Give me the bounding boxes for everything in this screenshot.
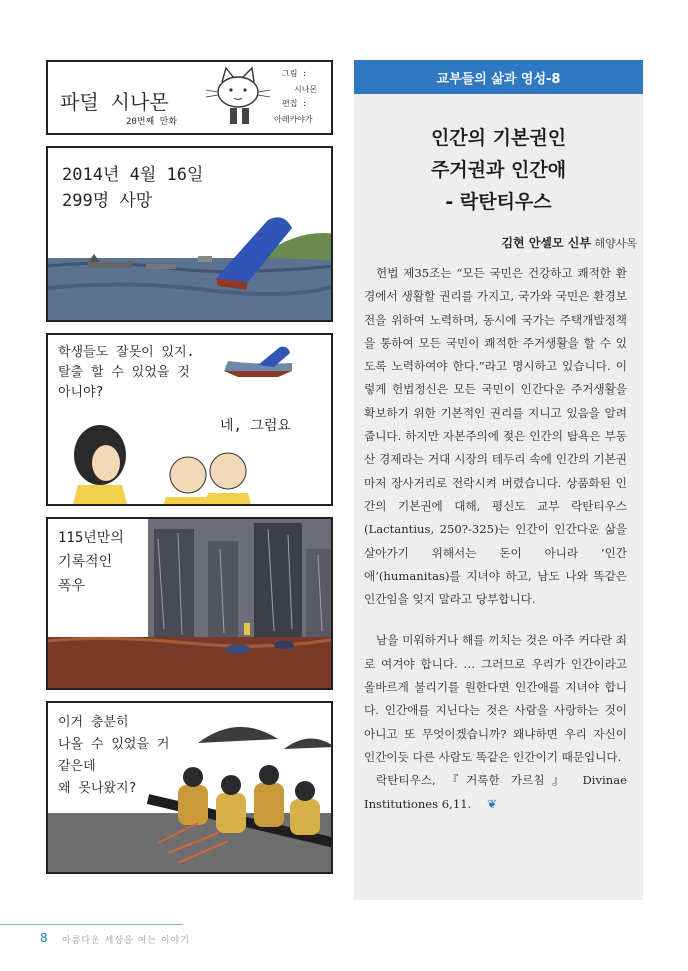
panel2-question-3: 아니야? — [58, 385, 104, 400]
footer-text: 아름다운 세상을 여는 이야기 — [62, 936, 190, 946]
author-name: 김현 안셀모 신부 — [501, 236, 591, 250]
article-paragraph-1: 헌법 제35조는 “모든 국민은 건강하고 쾌적한 환경에서 생활할 권리를 가지고, 국가와 국민은 환경보전을 위하여 노력하며, 동시에 국가는 주택개발정책을 통하여 모든 국민이 쾌적한 주거생활을 할 수 있도록 노력하여야 한다.”라고 명시하고 있습니다. 이렇게 헌법정신은 모든 국민이 인간다운 주거생활을 확보하기 위한 기본적인 권리를 지니고 있음을 알려줍니다. 하지만 자본주의에 젖은 인간의 탐욕은 부동산 경제라는 거대 시장의 테두리 속에 인간의 기본권마저 장사거리로 전락시켜 버렸습니다. 상품화된 인간의 기본권에 대해, 평신도 교부 락탄티우스(Lactantius, 250?-325)는 인간이 인간다운 삶을 살아가기 위해서는 돈이 아니라 ‘인간애’(humanitas)를 지녀야 하고, 남도 나와 똑같은 인간임을 잊지 말라고 당부합니다. — [364, 266, 627, 607]
comic-panel-1 — [46, 146, 333, 322]
panel1-deaths: 299명 사망 — [62, 191, 153, 211]
footer-rule — [0, 924, 183, 925]
panel3-caption-1: 115년만의 — [58, 530, 124, 546]
article-source-text: 락탄티우스, 『거룩한 가르침』 Divinae Institutiones 6,11. — [364, 773, 627, 811]
panel4-line-4: 왜 못나왔지? — [58, 781, 137, 796]
series-banner: 교부들의 삶과 영성-8 — [354, 60, 643, 94]
comic-panel-3 — [46, 517, 333, 690]
article-body — [364, 262, 627, 816]
credit-art-label: 그림 : — [282, 69, 308, 78]
panel3-caption-3: 폭우 — [58, 578, 86, 594]
panel3-caption-2: 기록적인 — [58, 554, 113, 570]
article-author — [501, 234, 637, 251]
article-box — [354, 60, 643, 900]
comic-panel-2 — [46, 333, 333, 506]
article-quote: 남을 미워하거나 해를 끼치는 것은 아주 커다란 죄로 여겨야 합니다. … 그러므로 우리가 인간이라고 올바르게 불리기를 원한다면 인간애를 지녀야 합니다. 인간애를 지닌다는 것은 사람을 사랑하는 것이 아니고 또 무엇이겠습니까? 왜냐하면 우리 자신이 인간이듯 다른 사람도 똑같은 인간이기 때문입니다. — [364, 633, 627, 764]
leaf-icon: ❦ — [487, 796, 498, 811]
comic-episode: 20번째 만화 — [126, 117, 178, 127]
page-number: 8 — [40, 931, 48, 945]
panel2-reply: 네, 그럼요 — [220, 418, 291, 434]
credit-art-name: 시나몬 — [294, 85, 318, 94]
article-title-line-2: 주거권과 인간애 — [430, 159, 567, 181]
article-source — [364, 769, 627, 816]
comic-title: 파덜 시나몬 — [60, 90, 169, 114]
article-title-line-1: 인간의 기본권인 — [430, 127, 567, 149]
article-title — [354, 122, 643, 218]
credit-edit-name: 아레카야가 — [274, 115, 313, 124]
article-title-line-3: - 락탄티우스 — [445, 191, 552, 213]
comic-panel-4 — [46, 701, 333, 874]
credit-edit-label: 편집 : — [282, 99, 308, 108]
comic-title-panel — [46, 60, 333, 135]
author-role: 해양사목 — [594, 237, 637, 250]
panel1-date: 2014년 4월 16일 — [62, 165, 204, 185]
panel4-line-1: 이거 충분히 — [58, 715, 129, 730]
panel2-question-1: 학생들도 잘못이 있지. — [58, 345, 195, 360]
panel4-line-3: 같은데 — [58, 759, 96, 774]
panel2-question-2: 탈출 할 수 있었을 것 — [58, 365, 190, 380]
panel4-line-2: 나올 수 있었을 거 — [58, 737, 170, 752]
